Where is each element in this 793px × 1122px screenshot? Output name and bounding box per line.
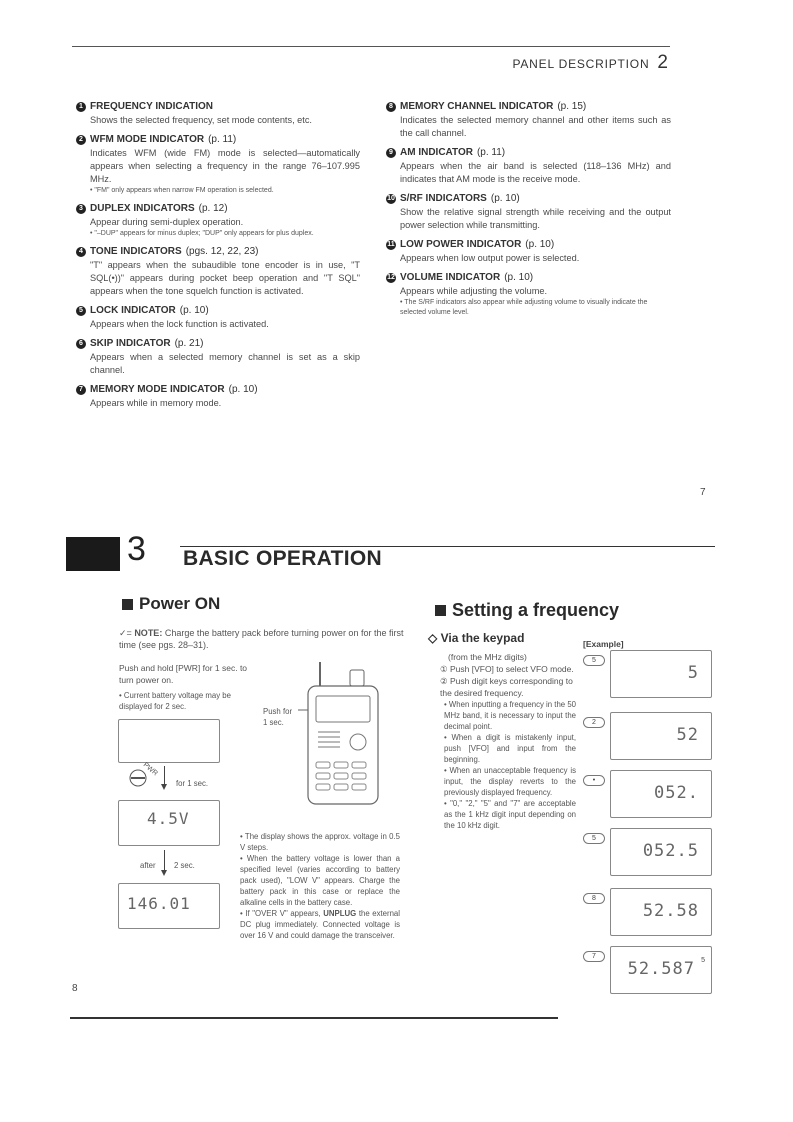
item-number-badge: 6 [76,339,86,349]
indicator-item [76,337,360,377]
indicator-description: Shows the selected frequency, set mode contents, etc. [90,115,312,125]
indicator-item [386,271,671,318]
freq-note: • "0," "2," "5" and "7" are acceptable as the 1 kHz digit input depending on the 10 kHz digit. [444,799,576,830]
example-lcd-text: 052. [654,783,699,803]
indicator-title: WFM MODE INDICATOR [90,134,205,145]
arrow-head-1 [161,784,167,790]
indicator-heading [386,192,671,206]
via-keypad-title: Via the keypad [440,631,525,645]
item-number-badge: 10 [387,195,395,202]
page-ref: (p. 10) [504,272,534,283]
step-2: ② Push digit keys corresponding to the desired frequency. [440,676,573,698]
indicator-description: Appears while adjusting the volume. [400,286,548,296]
indicator-description: Appears when low output power is selected. [400,253,580,263]
heading-square-icon [435,605,446,616]
power-on-title: Power ON [139,594,221,613]
freq-note: • When a digit is mistakenly input, push [VFO] and input from the beginning. [444,733,576,764]
indicator-description: Show the relative signal strength while receiving and the output power selection while transmitting. [400,207,671,230]
indicator-note: • "FM" only appears when narrow FM operation is selected. [90,187,274,194]
page-ref: (p. 11) [476,147,506,158]
freq-instructions [440,651,576,831]
lcd-frequency-text: 146.01 [127,894,191,913]
lcd-voltage [118,800,220,846]
item-number-badge: 4 [76,247,86,257]
page-number-8: 8 [72,983,78,994]
indicator-description: Indicates WFM (wide FM) mode is selected—automatically appears when selecting a frequency in the range 76–107.995 MHz. [90,148,360,184]
indicator-title: MEMORY MODE INDICATOR [90,384,225,395]
voltage-display-note: • Current battery voltage may be displayed for 2 sec. [119,691,231,711]
indicator-heading [76,383,360,397]
freq-note: • When an unacceptable frequency is input, the display reverts to the previously displayed frequency. [444,766,576,797]
indicator-list-left [76,100,360,416]
item-number-badge: 8 [386,102,396,112]
indicator-item [76,245,360,298]
example-lcd [610,650,712,698]
indicator-description: "T" appears when the subaudible tone encoder is in use, "T SQL(•))" appears during pocket beep operation and "T SQL" appears when the tone squelch function is activated. [90,260,360,296]
indicator-item [76,100,360,127]
arrow-head-2 [161,870,167,876]
page-ref: (p. 10) [490,193,520,204]
example-lcd [610,712,712,760]
example-lcd [610,888,712,936]
indicator-item [386,100,671,140]
indicator-title: DUPLEX INDICATORS [90,203,195,214]
indicator-title: AM INDICATOR [400,147,473,158]
heading-square-icon [122,599,133,610]
digit-key-icon: 7 [583,951,605,962]
indicator-description: Appears when the lock function is activated. [90,319,269,329]
page-ref: (p. 12) [198,203,228,214]
header-chapter-number: 2 [657,52,668,73]
indicator-heading [76,304,360,318]
arrow-line-2 [164,850,165,870]
indicator-description: Appears while in memory mode. [90,398,222,408]
indicator-item [76,304,360,331]
indicator-description: Indicates the selected memory channel and other items such as the call channel. [400,115,671,138]
example-lcd [610,770,712,818]
section-title: BASIC OPERATION [183,547,382,570]
digit-key-icon: 8 [583,893,605,904]
page-number-7: 7 [700,487,706,498]
item-number-badge: 12 [387,274,395,281]
item-number-badge: 7 [76,385,86,395]
item-number-badge: 1 [76,102,86,112]
indicator-note: • The S/RF indicators also appear while adjusting volume to visually indicate the selected volume level. [400,299,648,316]
over-v-post: the external DC plug immediately. Connected voltage is over 16 V and could damage the transceiver. [240,909,400,940]
item-number-badge: 9 [386,148,396,158]
digit-key-icon: 5 [583,833,605,844]
indicator-heading [76,337,360,351]
section-number: 3 [127,530,146,568]
indicator-heading [76,202,360,216]
power-note [119,627,409,651]
page-header [512,52,668,74]
transceiver-illustration [290,660,390,810]
indicator-title: LOCK INDICATOR [90,305,176,316]
setting-frequency-heading [435,600,619,621]
indicator-heading [76,100,360,114]
item-number-badge: 11 [387,241,395,248]
lcd-blank [118,719,220,763]
item-number-badge: 3 [76,204,86,214]
from-mhz-text: (from the MHz digits) [448,652,527,662]
setting-frequency-title: Setting a frequency [452,600,620,620]
indicator-heading [76,245,360,259]
lcd-frequency [118,883,220,929]
power-bullet: • The display shows the approx. voltage in 0.5 V steps. [240,832,400,852]
example-lcd-text: 5 [687,663,699,683]
example-label: [Example] [583,639,624,649]
over-v-bold: UNPLUG [323,909,357,918]
note-icon: ✓= [119,628,132,638]
push-pwr-text: Push and hold [PWR] for 1 sec. to turn power on. [119,663,248,685]
indicator-heading [386,238,671,252]
indicator-heading [76,133,360,147]
indicator-item [386,238,671,265]
push-for-label: Push for 1 sec. [263,707,293,727]
arrow-line-1 [164,766,165,784]
via-keypad-heading [428,631,524,645]
indicator-description: Appears when the air band is selected (118–136 MHz) and indicates that AM mode is the receive mode. [400,161,671,184]
indicator-title: S/RF INDICATORS [400,193,487,204]
indicator-description: Appears when a selected memory channel is set as a skip channel. [90,352,360,375]
header-text: PANEL DESCRIPTION [512,57,650,71]
digit-key-icon: 2 [583,717,605,728]
indicator-title: LOW POWER INDICATOR [400,239,522,250]
example-lcd [610,946,712,994]
indicator-heading [386,100,671,114]
pwr-label: PWR [141,761,159,778]
header-rule [72,46,670,47]
example-lcd-text: 52 [676,725,699,745]
footer-rule [70,1017,558,1019]
digit-key-icon: • [583,775,605,786]
indicator-title: TONE INDICATORS [90,246,182,257]
indicator-title: SKIP INDICATOR [90,338,171,349]
example-lcd-text: 52.587 [627,959,695,979]
note-text: Charge the battery pack before turning power on for the first time (see pgs. 28–31). [119,628,404,650]
freq-notes [440,699,576,831]
page-ref: (p. 10) [228,384,258,395]
digit-key-icon: 5 [583,655,605,666]
over-v-pre: • If "OVER V" appears, [240,909,321,918]
example-lcd [610,828,712,876]
indicator-note: • "–DUP" appears for minus duplex; "DUP" only appears for plus duplex. [90,230,314,237]
power-on-heading [122,594,220,614]
over-v-bullet [240,908,400,941]
indicator-heading [386,271,671,285]
indicator-item [386,146,671,186]
page-ref: (p. 10) [179,305,209,316]
section-marker-block [66,537,120,571]
example-lcd-text: 52.58 [642,901,699,921]
for-1-sec-label: for 1 sec. [176,779,209,788]
page-ref: (p. 11) [208,134,237,145]
indicator-item [386,192,671,232]
power-bullet: • When the battery voltage is lower than a specified level (varies according to battery pack used), "LOW V" appears. Charge the battery pack in this case or replace the alkaline cells in the battery case. [240,854,400,907]
example-lcd-text: 052.5 [642,841,699,861]
superscript-digit: 5 [701,957,705,964]
indicator-item [76,383,360,410]
indicator-item [76,202,360,239]
indicator-title: VOLUME INDICATOR [400,272,501,283]
indicator-heading [386,146,671,160]
item-number-badge: 5 [76,306,86,316]
page-ref: (p. 10) [525,239,555,250]
item-number-badge: 2 [76,135,86,145]
indicator-item [76,133,360,196]
freq-note: • When inputting a frequency in the 50 MHz band, it is necessary to input the decimal point. [444,700,576,731]
power-bullets [240,831,400,941]
indicator-description: Appear during semi-duplex operation. [90,217,244,227]
note-label: NOTE: [134,628,163,638]
lcd-voltage-text: 4.5V [147,809,190,828]
diamond-icon: ◇ [428,631,438,645]
indicator-list-right [386,100,671,324]
after-label: after [140,861,156,870]
page-ref: (p. 15) [557,101,587,112]
indicator-title: MEMORY CHANNEL INDICATOR [400,101,554,112]
indicator-title: FREQUENCY INDICATION [90,101,213,112]
two-sec-label: 2 sec. [174,861,195,870]
page-ref: (p. 21) [174,338,204,349]
step-1: ① Push [VFO] to select VFO mode. [440,664,574,674]
page-ref: (pgs. 12, 22, 23) [185,246,259,257]
